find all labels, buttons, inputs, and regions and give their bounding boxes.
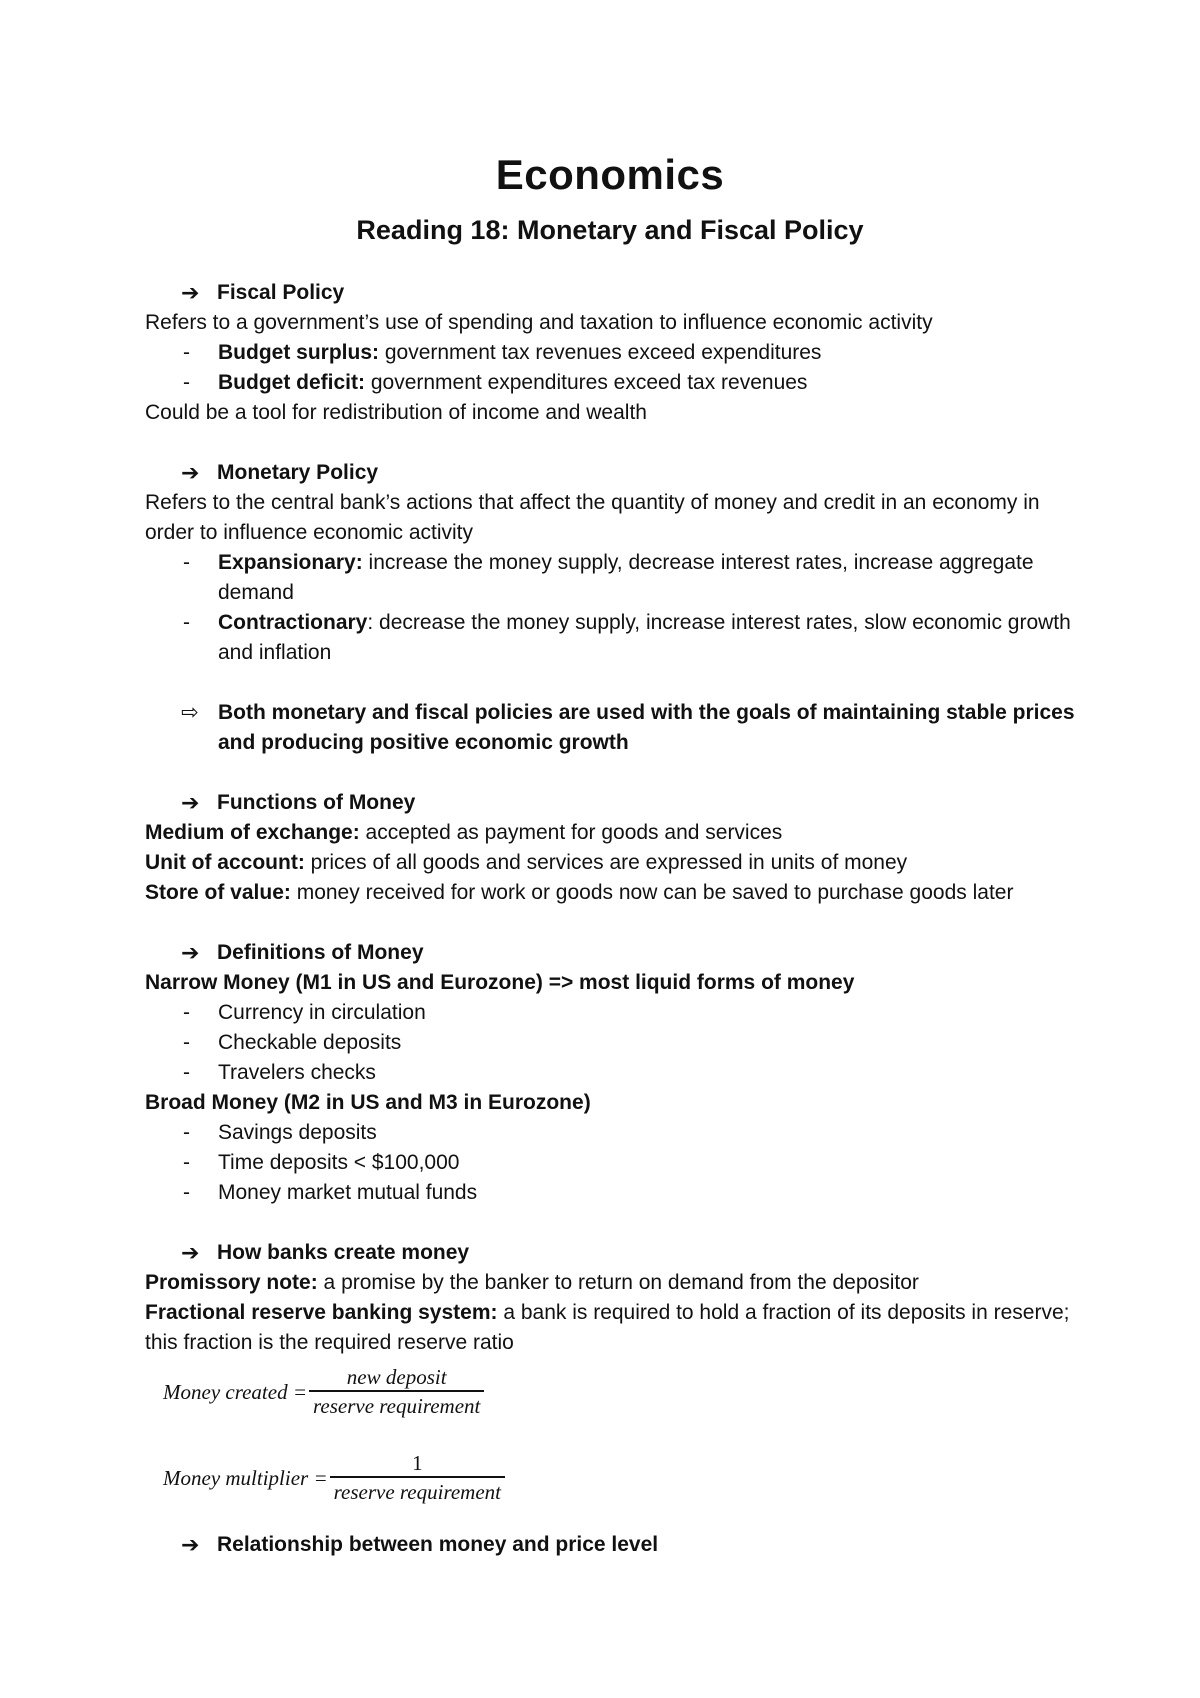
item-text: Money market mutual funds [218, 1181, 478, 1204]
item-text: Currency in circulation [218, 1001, 426, 1024]
dash-bullet: - [183, 551, 190, 574]
money-multiplier-formula [163, 1450, 1075, 1506]
definition: prices of all goods and services are expressed in units of money [304, 851, 908, 874]
term: Contractionary [218, 611, 368, 634]
section-heading-money-and-price-level [145, 1530, 1075, 1560]
arrow-icon: ➔ [181, 940, 200, 965]
term: Promissory note: [145, 1271, 318, 1294]
definition: government tax revenues exceed expenditures [379, 341, 822, 364]
list-item [145, 338, 1075, 368]
arrow-icon: ➔ [181, 460, 200, 485]
arrow-icon: ➔ [181, 280, 200, 305]
list-item [145, 548, 1075, 608]
list-item [145, 368, 1075, 398]
heading-label: Fiscal Policy [217, 281, 345, 304]
heading-label: Definitions of Money [217, 941, 424, 964]
broad-money-list [145, 1118, 1075, 1208]
dash-bullet: - [183, 1001, 190, 1024]
fiscal-closing: Could be a tool for redistribution of income and wealth [145, 401, 647, 424]
list-item [145, 998, 1075, 1028]
term: Budget surplus: [218, 341, 379, 364]
function-item [145, 818, 1075, 848]
list-item [145, 1118, 1075, 1148]
fiscal-intro: Refers to a government’s use of spending and taxation to influence economic activity [145, 311, 933, 334]
list-item [145, 1028, 1075, 1058]
document-title: Economics [495, 151, 725, 198]
term: Unit of account: [145, 851, 305, 874]
function-item [145, 848, 1075, 878]
dash-bullet: - [183, 1061, 190, 1084]
money-created-formula [163, 1364, 1075, 1420]
narrow-money-title: Narrow Money (M1 in US and Eurozone) => most liquid forms of money [145, 971, 855, 994]
arrow-icon: ➔ [181, 790, 200, 815]
denominator: reserve requirement [333, 1480, 501, 1504]
dash-bullet: - [183, 1181, 190, 1204]
numerator: new deposit [346, 1365, 447, 1389]
function-item [145, 878, 1075, 908]
fraction [330, 1450, 505, 1506]
fiscal-list [145, 338, 1075, 398]
broad-money-title: Broad Money (M2 in US and M3 in Eurozone) [145, 1091, 591, 1114]
definition: government expenditures exceed tax revenues [365, 371, 808, 394]
heading-label: Monetary Policy [217, 461, 379, 484]
promissory-note-definition [145, 1268, 1075, 1298]
term: Store of value: [145, 881, 291, 904]
dash-bullet: - [183, 371, 190, 394]
section-heading-functions-of-money [145, 788, 1075, 818]
dash-bullet: - [183, 1151, 190, 1174]
term: Fractional reserve banking system: [145, 1301, 498, 1324]
definition: a promise by the banker to return on demand from the depositor [317, 1271, 919, 1294]
dash-bullet: - [183, 1031, 190, 1054]
section-heading-monetary-policy [145, 458, 1075, 488]
section-heading-fiscal-policy [145, 278, 1075, 308]
formula-lhs: Money multiplier = [163, 1466, 328, 1490]
fraction [309, 1364, 484, 1420]
item-text: Checkable deposits [218, 1031, 402, 1054]
list-item [145, 608, 1075, 668]
item-text: Time deposits < $100,000 [218, 1151, 460, 1174]
monetary-list [145, 548, 1075, 668]
monetary-intro: Refers to the central bank’s actions that affect the quantity of money and credit in an economy in order to influence economic activity [145, 491, 1040, 544]
list-item [145, 1178, 1075, 1208]
hollow-arrow-icon: ⇨ [181, 701, 199, 724]
heading-label: How banks create money [217, 1241, 470, 1264]
dash-bullet: - [183, 1121, 190, 1144]
note-text: Both monetary and fiscal policies are used with the goals of maintaining stable prices and producing positive economic growth [218, 701, 1075, 754]
definition: increase the money supply, decrease interest rates, increase aggregate demand [218, 551, 1034, 604]
arrow-icon: ➔ [181, 1532, 200, 1557]
narrow-money-list [145, 998, 1075, 1088]
document-content [145, 150, 1075, 1560]
document-subtitle: Reading 18: Monetary and Fiscal Policy [356, 215, 864, 245]
numerator: 1 [412, 1451, 423, 1475]
heading-label: Functions of Money [217, 791, 416, 814]
dash-bullet: - [183, 341, 190, 364]
list-item [145, 1058, 1075, 1088]
denominator: reserve requirement [313, 1394, 481, 1418]
definition: a bank is required to hold a fraction of its deposits in reserve; this fraction is the required reserve ratio [145, 1301, 1070, 1354]
fractional-reserve-definition [145, 1298, 1075, 1358]
list-item [145, 1148, 1075, 1178]
item-text: Savings deposits [218, 1121, 377, 1144]
policy-goals-note [145, 698, 1075, 758]
definition: : decrease the money supply, increase interest rates, slow economic growth and inflation [218, 611, 1071, 664]
formula-lhs: Money created = [163, 1380, 307, 1404]
heading-label: Relationship between money and price level [217, 1533, 659, 1556]
section-heading-how-banks-create-money [145, 1238, 1075, 1268]
item-text: Travelers checks [218, 1061, 376, 1084]
definition: accepted as payment for goods and services [359, 821, 783, 844]
term: Budget deficit: [218, 371, 365, 394]
definition: money received for work or goods now can be saved to purchase goods later [290, 881, 1014, 904]
arrow-icon: ➔ [181, 1240, 200, 1265]
term: Expansionary: [218, 551, 363, 574]
dash-bullet: - [183, 611, 190, 634]
term: Medium of exchange: [145, 821, 360, 844]
section-heading-definitions-of-money [145, 938, 1075, 968]
